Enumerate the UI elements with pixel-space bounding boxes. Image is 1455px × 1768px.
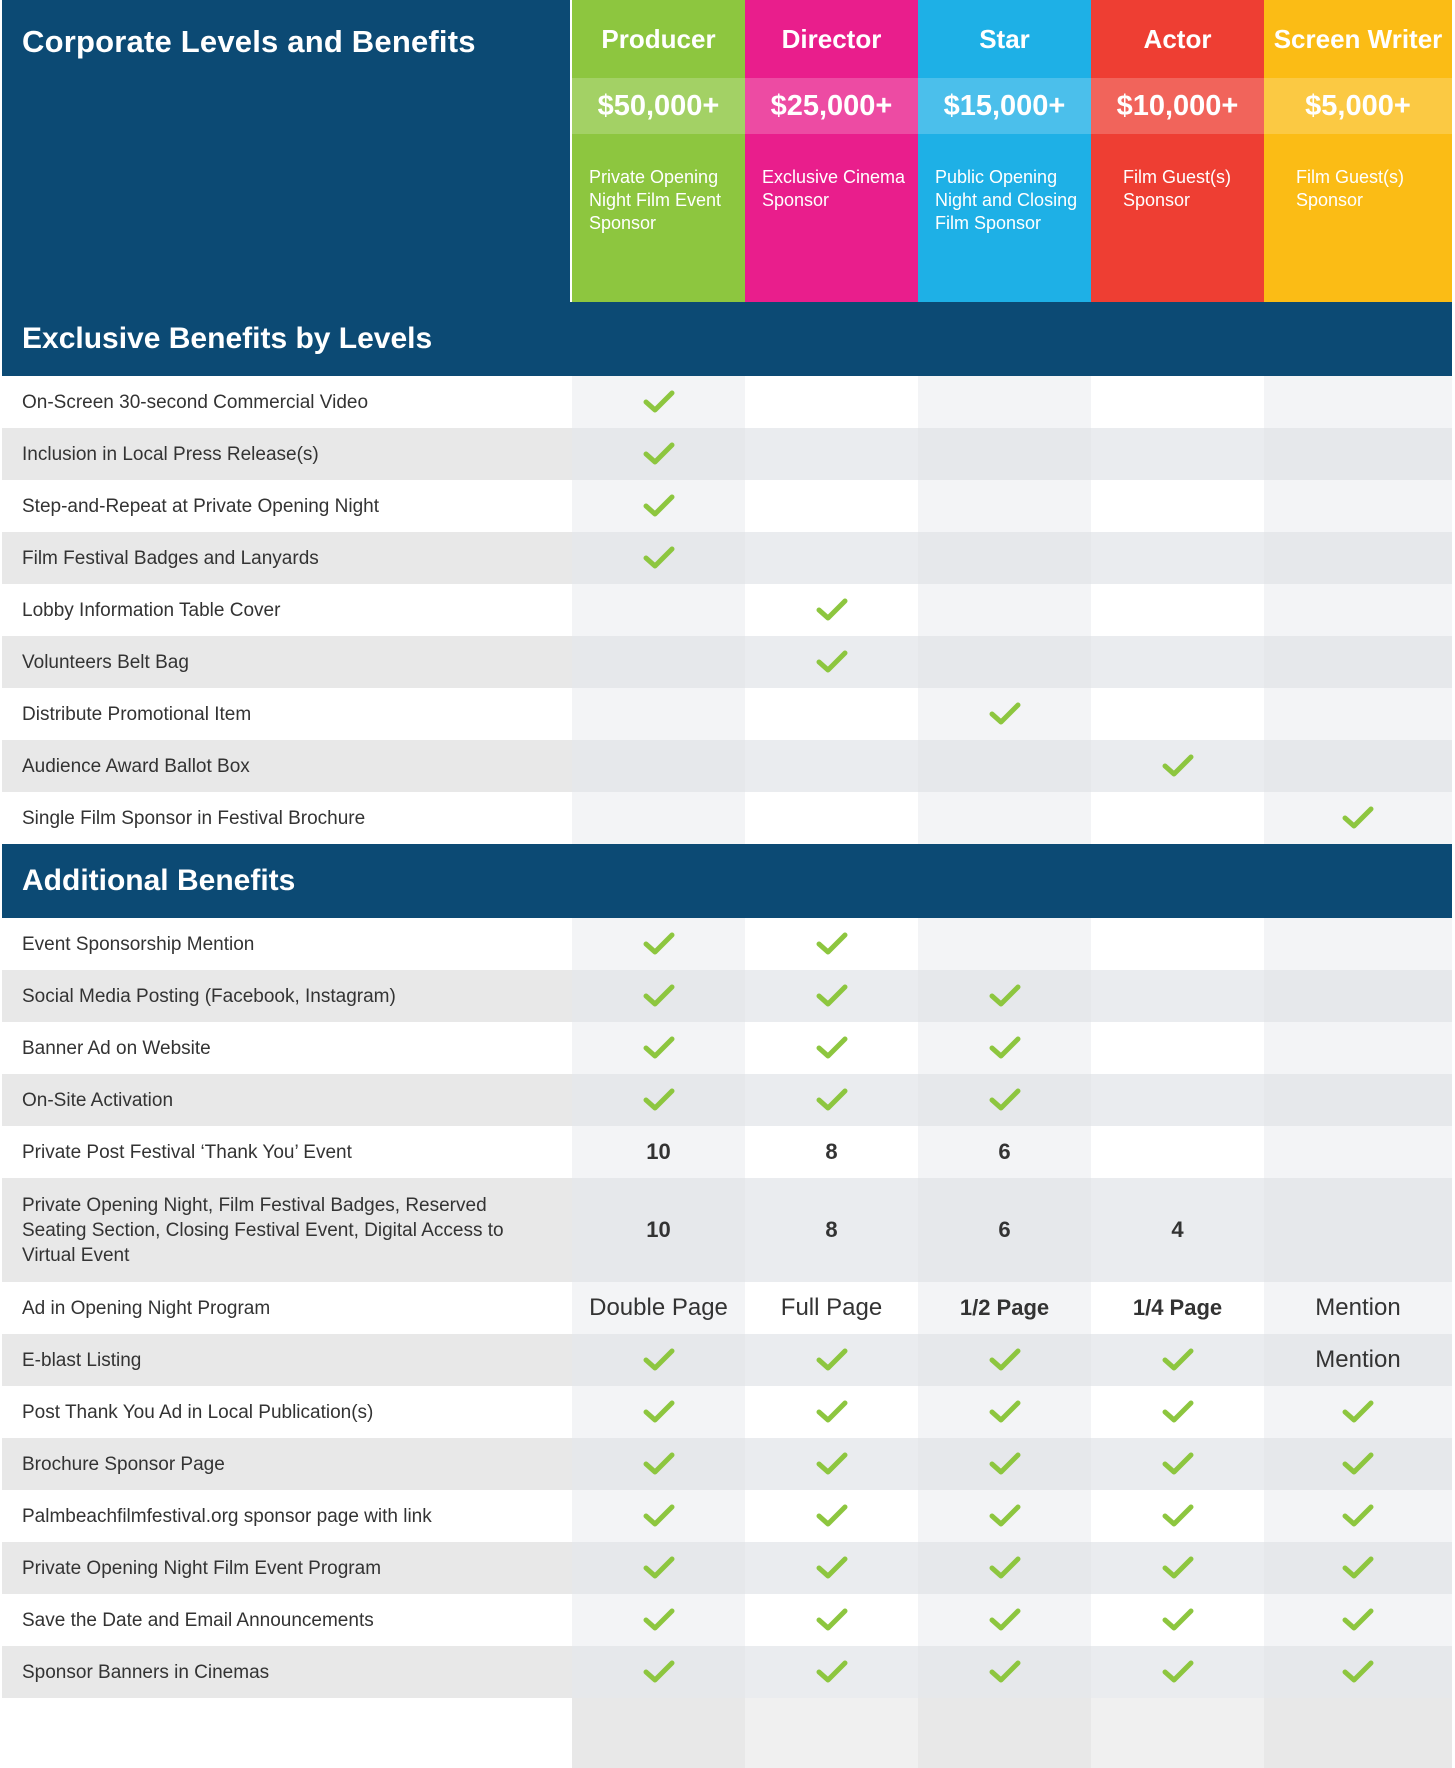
empty-cell <box>1264 480 1452 532</box>
benefit-row <box>2 1594 1452 1646</box>
benefit-row <box>2 532 1452 584</box>
empty-cell <box>1091 428 1264 480</box>
check-icon <box>918 1542 1091 1594</box>
check-icon <box>1091 1594 1264 1646</box>
benefit-label: Save the Date and Email Announcements <box>22 1609 374 1631</box>
benefit-row <box>2 1438 1452 1490</box>
check-icon <box>745 1074 918 1126</box>
check-icon <box>572 376 745 428</box>
section-title: Exclusive Benefits by Levels <box>22 322 433 355</box>
empty-cell <box>572 584 745 636</box>
benefit-sections <box>2 302 1452 1698</box>
check-icon <box>572 1074 745 1126</box>
empty-cell <box>745 428 918 480</box>
check-icon <box>572 970 745 1022</box>
empty-cell <box>918 532 1091 584</box>
benefit-row <box>2 584 1452 636</box>
benefit-label: Event Sponsorship Mention <box>22 933 255 955</box>
benefit-label: Private Opening Night, Film Festival Badges, Reserved Seating Section, Closing Festival Event, Digital Access to Virtual Event <box>22 1194 504 1266</box>
benefits-chart <box>2 0 1452 1768</box>
empty-cell <box>1091 636 1264 688</box>
benefit-label: Private Opening Night Film Event Program <box>22 1557 382 1579</box>
empty-cell <box>1264 1178 1452 1282</box>
level-column-director <box>745 0 918 302</box>
empty-cell <box>1264 376 1452 428</box>
benefit-label: E-blast Listing <box>22 1349 142 1371</box>
check-icon <box>918 1594 1091 1646</box>
empty-cell <box>918 918 1091 970</box>
check-icon <box>572 1594 745 1646</box>
benefit-row <box>2 480 1452 532</box>
empty-cell <box>1264 636 1452 688</box>
empty-cell <box>1091 1074 1264 1126</box>
benefit-value: 10 <box>572 1178 745 1282</box>
benefit-row <box>2 1022 1452 1074</box>
level-price: $10,000+ <box>1091 78 1264 134</box>
level-column-producer <box>572 0 745 302</box>
check-icon <box>918 1490 1091 1542</box>
level-name: Actor <box>1143 24 1212 54</box>
empty-cell <box>1264 688 1452 740</box>
check-icon <box>572 1646 745 1698</box>
empty-cell <box>918 740 1091 792</box>
level-description: Public Opening Night and Closing Film Sponsor <box>935 167 1078 233</box>
benefit-label: Single Film Sponsor in Festival Brochure <box>22 807 366 829</box>
benefit-value: 6 <box>918 1178 1091 1282</box>
check-icon <box>572 1334 745 1386</box>
page-title: Corporate Levels and Benefits <box>22 24 476 59</box>
section-header <box>2 302 1452 376</box>
header-title-block <box>2 0 570 302</box>
benefit-label: On-Screen 30-second Commercial Video <box>22 391 369 413</box>
empty-cell <box>1264 428 1452 480</box>
empty-cell <box>1264 1074 1452 1126</box>
benefit-row <box>2 1646 1452 1698</box>
section-title: Additional Benefits <box>22 864 296 897</box>
benefit-row <box>2 1334 1452 1386</box>
benefit-value: 8 <box>745 1178 918 1282</box>
level-name: Director <box>781 24 882 54</box>
empty-cell <box>1091 1126 1264 1178</box>
empty-cell <box>745 480 918 532</box>
empty-cell <box>572 792 745 844</box>
check-icon <box>918 1646 1091 1698</box>
benefit-row <box>2 636 1452 688</box>
benefit-row <box>2 1282 1452 1334</box>
check-icon <box>1091 1490 1264 1542</box>
level-price: $5,000+ <box>1264 78 1452 134</box>
benefit-label: Social Media Posting (Facebook, Instagram) <box>22 985 396 1007</box>
benefit-row <box>2 970 1452 1022</box>
check-icon <box>745 1334 918 1386</box>
benefit-label: Film Festival Badges and Lanyards <box>22 547 319 569</box>
empty-cell <box>1091 970 1264 1022</box>
footer-cell <box>572 1698 745 1768</box>
benefit-value: Mention <box>1264 1334 1452 1386</box>
check-icon <box>572 1386 745 1438</box>
check-icon <box>572 532 745 584</box>
check-icon <box>1264 1542 1452 1594</box>
empty-cell <box>918 584 1091 636</box>
benefit-value: 1/2 Page <box>918 1282 1091 1334</box>
benefit-label: Lobby Information Table Cover <box>22 599 281 621</box>
empty-cell <box>1264 970 1452 1022</box>
benefit-row <box>2 740 1452 792</box>
check-icon <box>745 1438 918 1490</box>
check-icon <box>572 1022 745 1074</box>
empty-cell <box>1091 918 1264 970</box>
benefit-value: 1/4 Page <box>1091 1282 1264 1334</box>
empty-cell <box>1091 480 1264 532</box>
benefit-row <box>2 1074 1452 1126</box>
empty-cell <box>745 740 918 792</box>
table-footer <box>2 1698 1452 1768</box>
check-icon <box>572 1438 745 1490</box>
benefit-label: Audience Award Ballot Box <box>22 755 250 777</box>
benefit-row <box>2 1126 1452 1178</box>
empty-cell <box>745 376 918 428</box>
level-column-star <box>918 0 1091 302</box>
benefit-value: Full Page <box>745 1282 918 1334</box>
check-icon <box>1091 1646 1264 1698</box>
check-icon <box>1264 1386 1452 1438</box>
empty-cell <box>1264 584 1452 636</box>
level-price: $25,000+ <box>745 78 918 134</box>
benefit-row <box>2 918 1452 970</box>
check-icon <box>745 1022 918 1074</box>
check-icon <box>745 1646 918 1698</box>
check-icon <box>918 1334 1091 1386</box>
benefit-label: Ad in Opening Night Program <box>22 1297 271 1319</box>
check-icon <box>1091 740 1264 792</box>
footer-cell <box>1091 1698 1264 1768</box>
benefit-value: 10 <box>572 1126 745 1178</box>
empty-cell <box>1091 376 1264 428</box>
empty-cell <box>1264 1126 1452 1178</box>
check-icon <box>572 1542 745 1594</box>
check-icon <box>745 918 918 970</box>
benefit-value: 8 <box>745 1126 918 1178</box>
benefit-label: Inclusion in Local Press Release(s) <box>22 443 319 465</box>
check-icon <box>745 636 918 688</box>
empty-cell <box>918 636 1091 688</box>
empty-cell <box>918 480 1091 532</box>
level-column-screen-writer <box>1264 0 1452 302</box>
empty-cell <box>1091 584 1264 636</box>
empty-cell <box>745 688 918 740</box>
benefit-row <box>2 376 1452 428</box>
benefit-label: Sponsor Banners in Cinemas <box>22 1661 270 1683</box>
empty-cell <box>1091 688 1264 740</box>
benefit-row <box>2 1178 1452 1282</box>
empty-cell <box>918 428 1091 480</box>
benefit-label: Step-and-Repeat at Private Opening Night <box>22 495 379 517</box>
section-header <box>2 844 1452 918</box>
check-icon <box>572 918 745 970</box>
check-icon <box>572 1490 745 1542</box>
empty-cell <box>1091 792 1264 844</box>
benefit-value: Mention <box>1264 1282 1452 1334</box>
benefit-row <box>2 1490 1452 1542</box>
empty-cell <box>1264 740 1452 792</box>
empty-cell <box>1264 532 1452 584</box>
footer-cell <box>1264 1698 1452 1768</box>
benefit-row <box>2 1386 1452 1438</box>
footer-cell <box>745 1698 918 1768</box>
level-description: Film Guest(s) Sponsor <box>1123 167 1231 210</box>
empty-cell <box>745 532 918 584</box>
check-icon <box>1264 1594 1452 1646</box>
footer-cell <box>918 1698 1091 1768</box>
check-icon <box>1264 1490 1452 1542</box>
check-icon <box>1264 1646 1452 1698</box>
empty-cell <box>572 688 745 740</box>
level-column-actor <box>1091 0 1264 302</box>
benefit-label: Distribute Promotional Item <box>22 703 252 725</box>
benefit-row <box>2 792 1452 844</box>
level-price: $50,000+ <box>572 78 745 134</box>
check-icon <box>745 1490 918 1542</box>
level-description: Private Opening Night Film Event Sponsor <box>589 167 722 233</box>
benefit-label: Palmbeachfilmfestival.org sponsor page with link <box>22 1505 432 1527</box>
level-description: Exclusive Cinema Sponsor <box>762 167 906 210</box>
empty-cell <box>1264 1022 1452 1074</box>
level-description: Film Guest(s) Sponsor <box>1296 167 1404 210</box>
check-icon <box>918 688 1091 740</box>
empty-cell <box>1264 918 1452 970</box>
check-icon <box>1264 792 1452 844</box>
level-name: Producer <box>601 24 716 54</box>
check-icon <box>1091 1334 1264 1386</box>
check-icon <box>745 1542 918 1594</box>
empty-cell <box>918 792 1091 844</box>
empty-cell <box>1091 1022 1264 1074</box>
benefit-value: 4 <box>1091 1178 1264 1282</box>
check-icon <box>1091 1438 1264 1490</box>
check-icon <box>745 970 918 1022</box>
benefit-label: On-Site Activation <box>22 1089 174 1111</box>
check-icon <box>745 1594 918 1646</box>
level-name: Star <box>979 24 1030 54</box>
benefit-label: Banner Ad on Website <box>22 1037 211 1059</box>
check-icon <box>1091 1542 1264 1594</box>
benefit-label: Brochure Sponsor Page <box>22 1453 225 1475</box>
check-icon <box>918 1438 1091 1490</box>
check-icon <box>918 1386 1091 1438</box>
benefit-row <box>2 428 1452 480</box>
empty-cell <box>1091 532 1264 584</box>
empty-cell <box>745 792 918 844</box>
benefit-value: 6 <box>918 1126 1091 1178</box>
check-icon <box>1091 1386 1264 1438</box>
empty-cell <box>572 740 745 792</box>
check-icon <box>745 1386 918 1438</box>
check-icon <box>572 428 745 480</box>
benefit-value: Double Page <box>572 1282 745 1334</box>
empty-cell <box>918 376 1091 428</box>
check-icon <box>918 1022 1091 1074</box>
benefit-label: Post Thank You Ad in Local Publication(s) <box>22 1401 374 1423</box>
check-icon <box>745 584 918 636</box>
benefit-row <box>2 1542 1452 1594</box>
benefit-label: Private Post Festival ‘Thank You’ Event <box>22 1141 352 1163</box>
check-icon <box>1264 1438 1452 1490</box>
benefit-label: Volunteers Belt Bag <box>22 651 189 673</box>
levels-header <box>2 0 1452 302</box>
benefit-row <box>2 688 1452 740</box>
check-icon <box>918 1074 1091 1126</box>
level-name: Screen Writer <box>1273 24 1443 54</box>
check-icon <box>572 480 745 532</box>
level-price: $15,000+ <box>918 78 1091 134</box>
empty-cell <box>572 636 745 688</box>
check-icon <box>918 970 1091 1022</box>
